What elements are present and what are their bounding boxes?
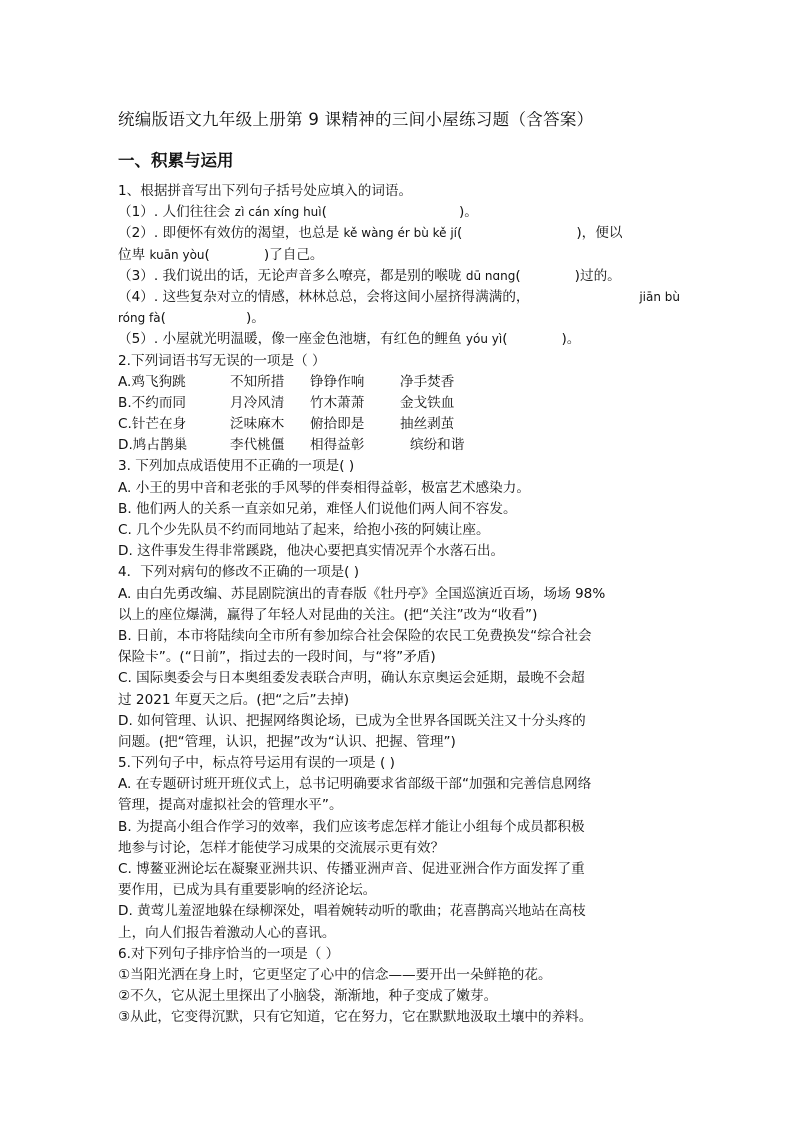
pinyin: róng fà [118, 311, 161, 326]
q4-option-b-cont: 保险卡”。(“日前”，指过去的一段时间，与“将”矛盾) [118, 649, 436, 666]
q6-sentence-1: ①当阳光洒在身上时，它更坚定了心中的信念——要开出一朵鲜艳的花。 [118, 966, 552, 983]
pinyin: yóu yì [465, 332, 503, 347]
q6-sentence-2: ②不久，它从泥土里探出了小脑袋，渐渐地，种子变成了嫩芽。 [118, 988, 498, 1005]
q5-option-b[interactable]: B. 为提高小组合作学习的效率，我们应该考虑怎样才能让小组每个成员都积极 [118, 818, 585, 835]
q2-option-b[interactable]: B.不约而同 月冷风清 竹木萧萧 金戈铁血 [118, 394, 455, 411]
q1-item-5: （5）. 小屋就光明温暖，像一座金色池塘，有红色的鲤鱼 yóu yì( )。 [118, 331, 581, 348]
q1-item-2: （2）. 即便怀有效仿的渴望，也总是 kě wàng ér bù kě jí( )，便以 [118, 225, 623, 242]
q3-option-b[interactable]: B. 他们两人的关系一直亲如兄弟，难怪人们说他们两人间不容发。 [118, 500, 517, 517]
question-list [118, 181, 680, 1029]
q4-option-b[interactable]: B. 日前，本市将陆续向全市所有参加综合社会保险的农民工免费换发“综合社会 [118, 627, 592, 644]
document-title: 统编版语文九年级上册第 9 课精神的三间小屋练习题（含答案） [118, 110, 594, 129]
q2-option-a[interactable]: A.鸡飞狗跳 不知所措 铮铮作响 净手焚香 [118, 373, 455, 390]
q5-option-c-cont: 要作用，已成为具有重要影响的经济论坛。 [118, 882, 377, 899]
q4-option-c[interactable]: C. 国际奥委会与日本奥组委发表联合声明，确认东京奥运会延期，最晚不会超 [118, 670, 585, 687]
section-heading: 一、积累与运用 [118, 151, 234, 170]
q3-option-c[interactable]: C. 几个少先队员不约而同地站了起来，给抱小孩的阿姨让座。 [118, 522, 490, 538]
q1-item-1: （1）. 人们往往会 zì cán xíng huì( )。 [118, 204, 478, 221]
pinyin: dū nɑng [465, 268, 516, 283]
q1-item-2-cont: 位卑 kuān yòu( )了自己。 [118, 246, 324, 263]
pinyin: zì cán xíng huì [234, 205, 322, 220]
q6-sentence-3: ③从此，它变得沉默，只有它知道，它在努力，它在默默地汲取土壤中的养料。 [118, 1009, 593, 1026]
q5-option-b-cont: 地参与讨论，怎样才能使学习成果的交流展示更有效？ [118, 839, 445, 856]
q3-stem: 3. 下列加点成语使用不正确的一项是( ) [118, 458, 355, 475]
q4-option-d-cont: 问题。(把“管理，认识，把握”改为“认识、把握、管理”) [118, 733, 456, 750]
q2-stem: 2.下列词语书写无误的一项是（ ） [118, 352, 326, 369]
pinyin: kuān yòu [149, 247, 205, 262]
q4-option-c-cont: 过 2021 年夏天之后。(把“之后”去掉) [118, 691, 350, 708]
q4-option-a[interactable]: A. 由白先勇改编、苏昆剧院演出的青春版《牡丹亭》全国巡演近百场，场场 98% [118, 585, 606, 602]
q1-item-4: （4）. 这些复杂对立的情感，林林总总，会将这间小屋挤得满满的， jiān bù [118, 287, 680, 308]
q5-option-a-cont: 管理，提高对虚拟社会的管理水平”。 [118, 797, 343, 814]
q1-item-3: （3）. 我们说出的话，无论声音多么嘹亮，都是别的喉咙 dū nɑng( )过的。 [118, 267, 621, 284]
q4-stem: 4．下列对病句的修改不正确的一项是( ) [118, 564, 360, 581]
q2-option-c[interactable]: C.针芒在身 泛味麻木 俯拾即是 抽丝剥茧 [118, 416, 455, 433]
q4-option-d[interactable]: D. 如何管理、认识、把握网络舆论场，已成为全世界各国既关注又十分头疼的 [118, 712, 586, 729]
q4-option-a-cont: 以上的座位爆满，赢得了年轻人对昆曲的关注。(把“关注”改为“收看”) [118, 606, 538, 623]
q5-option-d[interactable]: D. 黄莺儿羞涩地躲在绿柳深处，唱着婉转动听的歌曲；花喜鹊高兴地站在高枝 [118, 903, 586, 920]
q1-item-4-cont: róng fà( )。 [118, 310, 265, 327]
q1-stem: 1、根据拼音写出下列句子括号处应填入的词语。 [118, 183, 413, 199]
q5-option-a[interactable]: A. 在专题研讨班开班仪式上，总书记明确要求省部级干部“加强和完善信息网络 [118, 776, 592, 793]
pinyin: jiān bù [639, 289, 680, 304]
q5-option-c[interactable]: C. 博鳌亚洲论坛在凝聚亚洲共识、传播亚洲声音、促进亚洲合作方面发挥了重 [118, 861, 585, 877]
q5-stem: 5.下列句子中，标点符号运用有误的一项是 ( ) [118, 755, 395, 772]
q6-stem: 6.对下列句子排序恰当的一项是（ ） [118, 945, 340, 962]
q3-option-a[interactable]: A. 小王的男中音和老张的手风琴的伴奏相得益彰，极富艺术感染力。 [118, 479, 530, 496]
q5-option-d-cont: 上，向人们报告着激动人心的喜讯。 [118, 924, 336, 941]
pinyin: kě wàng ér bù kě jí [343, 226, 458, 241]
q2-option-d[interactable]: D.鸠占鹊巢 李代桃僵 相得益彰 缤纷和谐 [118, 437, 465, 454]
q3-option-d[interactable]: D. 这件事发生得非常蹊跷，他决心要把真实情况弄个水落石出。 [118, 543, 505, 560]
